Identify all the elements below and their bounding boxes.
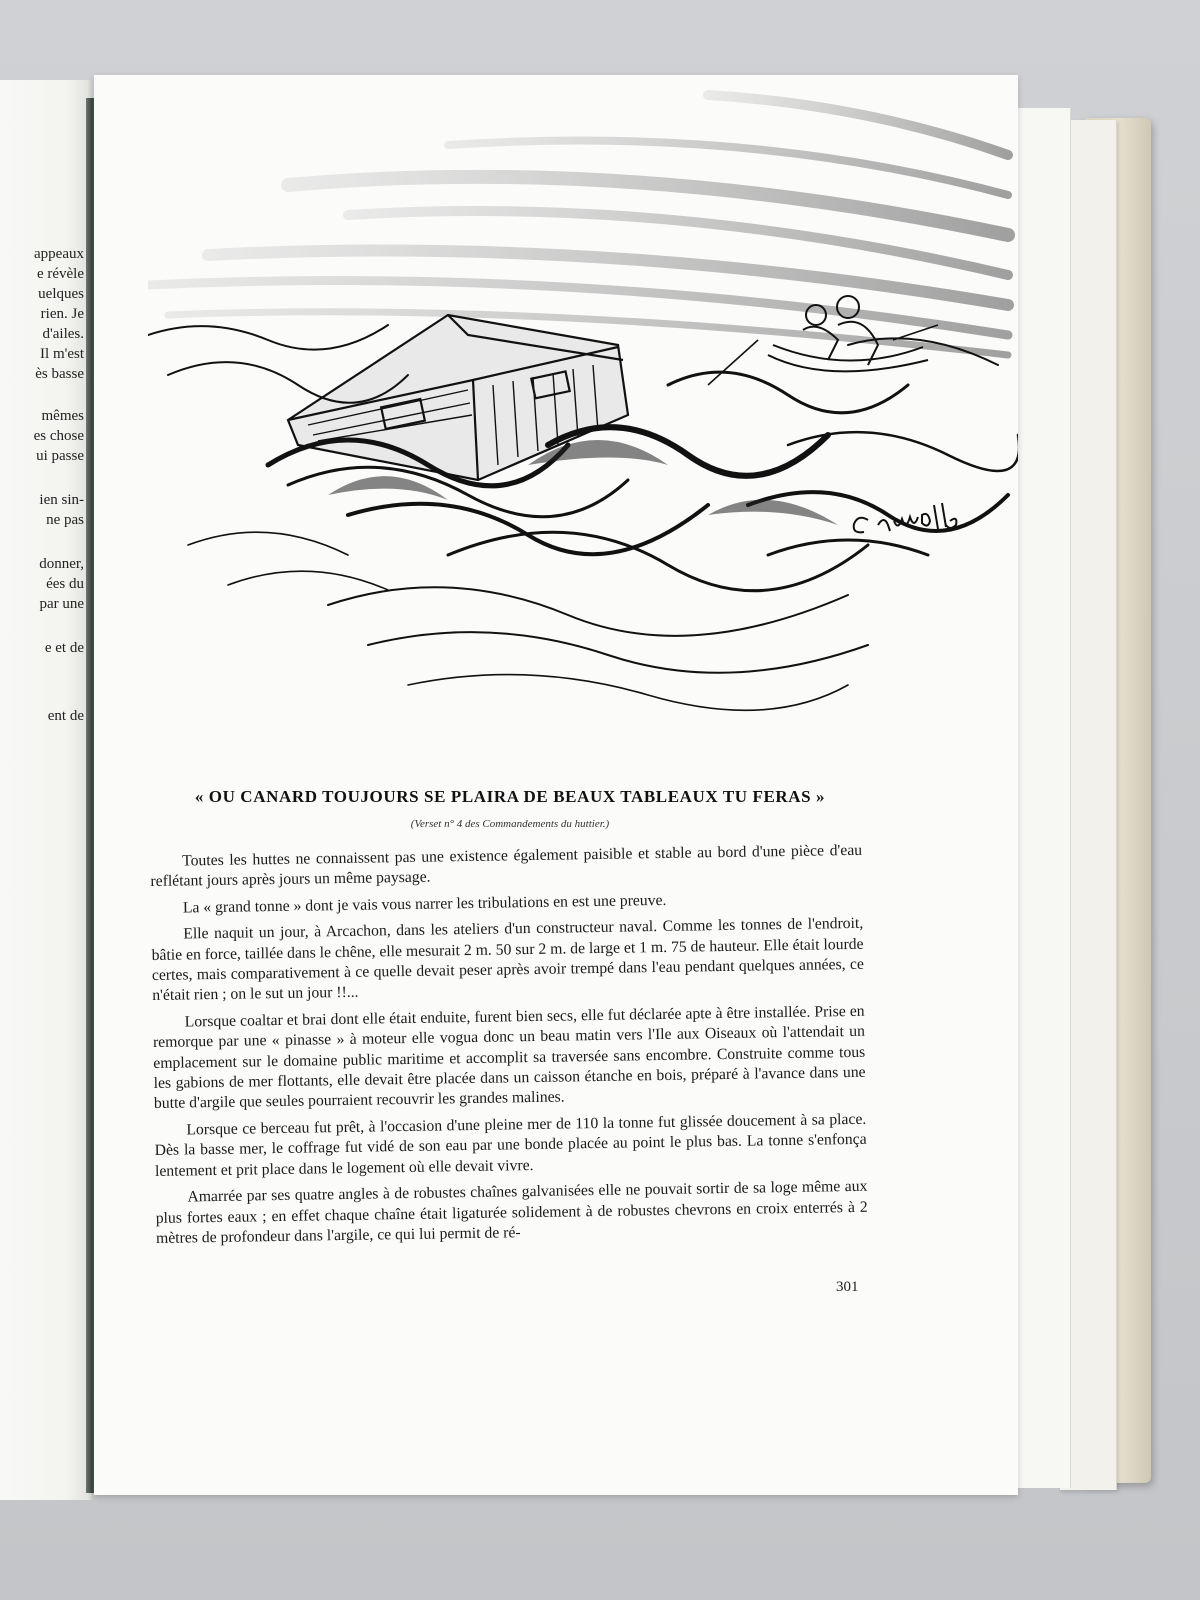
left-page-line: par une <box>39 596 84 612</box>
artist-signature <box>854 503 957 532</box>
left-page-line: uelques <box>38 286 84 302</box>
left-page-line: mêmes <box>41 408 84 424</box>
caption-title: « OU CANARD TOUJOURS SE PLAIRA DE BEAUX TABLEAUX TU FERAS » <box>194 787 826 806</box>
left-page <box>0 80 92 1500</box>
left-page-line: ées du <box>46 576 84 592</box>
hut-in-storm-illustration <box>148 85 1018 735</box>
paragraph: Elle naquit un jour, à Arcachon, dans les ateliers d'un constructeur naval. Comme les tonnes de l'endroit, bâtie en force, taillée dans le chêne, elle mesurait 2 m. 50 sur 2 m. de large et 1 m. 75 de hauteur. Elle était lourde certes, mais comparativement à ce quelle devait peser après avoir trempé dans l'eau pendant quelques années, ce n'était rien ; on le sut un jour !!... <box>151 915 864 1005</box>
sky-streaks <box>148 95 1008 355</box>
left-page-line: e et de <box>44 640 84 656</box>
paragraph: Toutes les huttes ne connaissent pas une existence également paisible et stable au bord d'une pièce d'eau reflétant jours après jours un même paysage. <box>150 841 863 891</box>
left-page-line: es chose <box>33 428 84 444</box>
body-text <box>150 841 868 1255</box>
left-page-line: rien. Je <box>40 306 84 322</box>
left-page-line: d'ailes. <box>42 326 84 342</box>
left-page-line: Il m'est <box>40 346 84 362</box>
paragraph: La « grand tonne » dont je vais vous narrer les tribulations en est une preuve. <box>182 891 667 917</box>
paragraph: Amarrée par ses quatre angles à de robustes chaînes galvanisées elle ne pouvait sortir de sa loge même aux plus fortes eaux ; en effet chaque chaîne était ligaturée solidement à de robustes chevrons en croix enterrés à 2 mètres de profondeur dans l'argile, ce qui lui permit de ré- <box>155 1177 868 1247</box>
left-page-line: ui passe <box>36 448 84 464</box>
paragraph: Lorsque ce berceau fut prêt, à l'occasion d'une pleine mer de 110 la tonne fut glissée doucement à sa place. Dès la basse mer, le coffrage fut vidé de son eau par une bonde placée au point le plus bas. La tonne s'enfonça lentement et prit place dans le logement où elle devait vivre. <box>154 1110 867 1180</box>
left-page-line: ès basse <box>35 366 84 382</box>
left-page-line: ent de <box>47 708 84 724</box>
left-page-line: e révèle <box>36 266 84 282</box>
left-page-line: donner, <box>39 556 84 572</box>
left-page-line: ne pas <box>46 512 84 528</box>
caption-subtitle: (Verset n° 4 des Commandements du huttier.) <box>410 818 610 830</box>
left-page-line: appeaux <box>34 246 84 262</box>
page-stack-front <box>1010 108 1071 1488</box>
left-page-line: ien sin- <box>39 492 84 508</box>
paragraph: Lorsque coaltar et brai dont elle était enduite, furent bien secs, elle fut déclarée apte à être installée. Prise en remorque par une « pinasse » à moteur elle vogua donc un beau matin vers l'Ile aux Oiseaux où l'attendait un emplacement sur le domaine public maritime et accomplit sa traversée sans encombre. Construite comme tous les gabions de mer flottants, elle devait être placée dans un caisson étanche en bois, préparé à l'avance dans une butte d'argile que seules pourraient recouvrir les grandes malines. <box>152 1002 866 1113</box>
page-number: 301 <box>836 1279 859 1295</box>
